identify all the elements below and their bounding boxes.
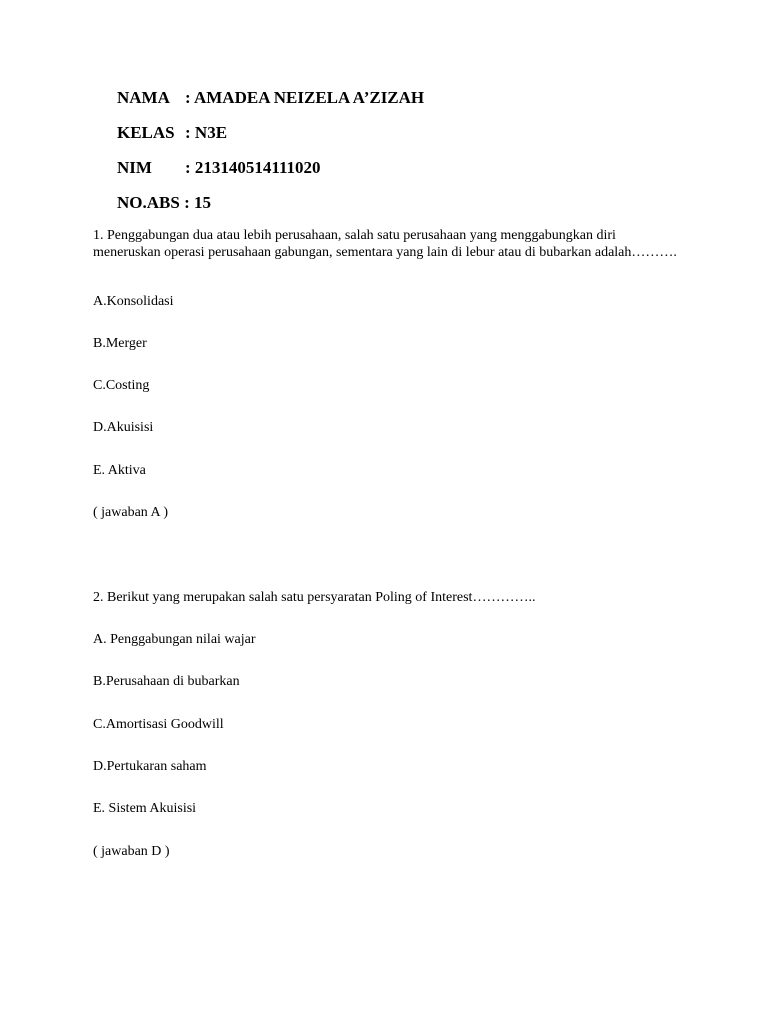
abs-row [117, 193, 211, 213]
name-label: NAMA [117, 88, 170, 107]
question-2-answer: ( jawaban D ) [93, 844, 170, 859]
question-2-option-c: C.Amortisasi Goodwill [93, 717, 224, 732]
class-value: : N3E [185, 123, 228, 142]
abs-label: NO.ABS [117, 193, 180, 212]
question-2-option-b: B.Perusahaan di bubarkan [93, 674, 240, 689]
question-2-option-a: A. Penggabungan nilai wajar [93, 632, 256, 647]
question-2-option-d: D.Pertukaran saham [93, 759, 207, 774]
question-1-option-a: A.Konsolidasi [93, 294, 174, 309]
class-label: KELAS [117, 123, 175, 142]
question-1-option-c: C.Costing [93, 378, 150, 393]
name-row [117, 88, 424, 108]
nim-label: NIM [117, 158, 152, 177]
nim-row [117, 158, 321, 178]
question-1-option-b: B.Merger [93, 336, 147, 351]
abs-value: : 15 [184, 193, 211, 212]
nim-value: : 213140514111020 [185, 158, 321, 177]
question-1-answer: ( jawaban A ) [93, 505, 169, 520]
question-1-option-d: D.Akuisisi [93, 420, 154, 435]
question-2-text: 2. Berikut yang merupakan salah satu persyaratan Poling of Interest………….. [93, 590, 536, 605]
question-2-option-e: E. Sistem Akuisisi [93, 801, 197, 816]
question-1-text: 1. Penggabungan dua atau lebih perusahaan, salah satu perusahaan yang menggabungkan diri meneruskan operasi perusahaan gabungan, sementara yang lain di lebur atau di bubarkan adalah………. [93, 228, 677, 260]
name-value: : AMADEA NEIZELA A’ZIZAH [185, 88, 425, 107]
class-row [117, 123, 227, 143]
question-1-option-e: E. Aktiva [93, 463, 146, 478]
